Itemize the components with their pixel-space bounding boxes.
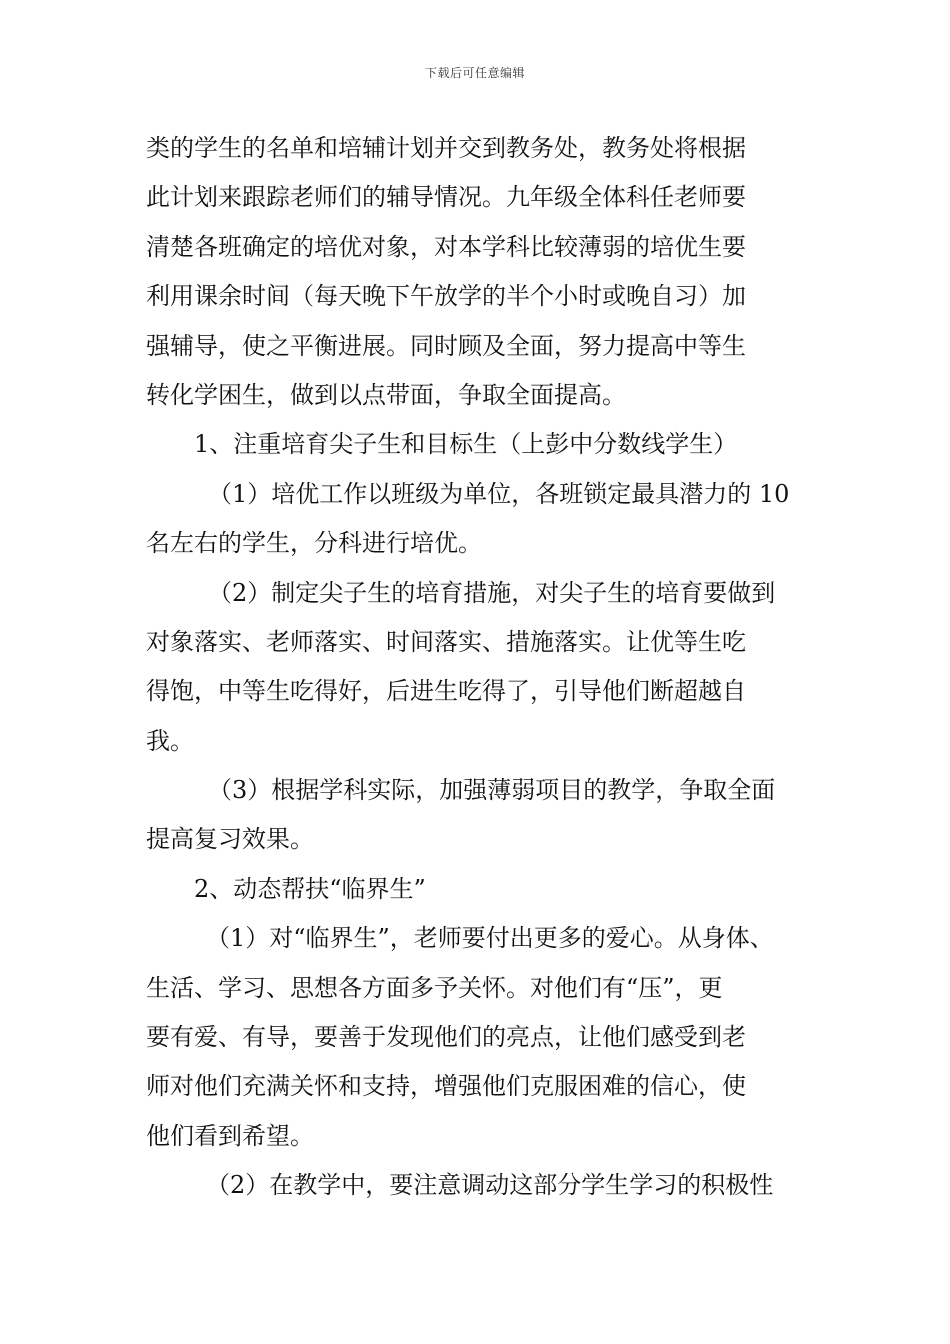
text-line: 利用课余时间（每天晚下午放学的半个小时或晚自习）加	[146, 282, 746, 311]
text-line: （1）对“临界生”，老师要付出更多的爱心。从身体、	[206, 924, 774, 953]
text-line: （2）制定尖子生的培育措施，对尖子生的培育要做到	[208, 578, 776, 607]
text-line: （3）根据学科实际，加强薄弱项目的教学，争取全面	[208, 776, 776, 805]
text-line: 我。	[146, 726, 194, 755]
text-line: （1）培优工作以班级为单位，各班锁定最具潜力的 10	[208, 479, 790, 508]
document-body	[146, 124, 810, 1211]
page-header: 下载后可任意编辑	[424, 66, 525, 80]
text-line: 生活、学习、思想各方面多予关怀。对他们有“压”，更	[146, 973, 723, 1002]
text-line: 他们看到希望。	[146, 1121, 314, 1150]
text-line: 名左右的学生，分科进行培优。	[146, 529, 482, 558]
text-line: 强辅导，使之平衡进展。同时顾及全面，努力提高中等生	[146, 331, 746, 360]
text-line: 师对他们充满关怀和支持，增强他们克服困难的信心，使	[146, 1072, 746, 1101]
section-heading-2: 2、动态帮扶“临界生”	[194, 874, 426, 903]
text-line: 清楚各班确定的培优对象，对本学科比较薄弱的培优生要	[146, 232, 746, 261]
text-line: 要有爱、有导，要善于发现他们的亮点，让他们感受到老	[146, 1023, 746, 1052]
text-line: （2）在教学中，要注意调动这部分学生学习的积极性	[206, 1171, 774, 1200]
section-heading-1: 1、注重培育尖子生和目标生（上彭中分数线学生）	[194, 430, 738, 459]
text-line: 提高复习效果。	[146, 825, 314, 854]
text-line: 得饱，中等生吃得好，后进生吃得了，引导他们断超越自	[146, 677, 746, 706]
text-line: 此计划来跟踪老师们的辅导情况。九年级全体科任老师要	[146, 183, 746, 212]
text-line: 转化学困生，做到以点带面，争取全面提高。	[146, 380, 626, 409]
text-line: 类的学生的名单和培辅计划并交到教务处，教务处将根据	[146, 134, 746, 162]
text-line: 对象落实、老师落实、时间落实、措施落实。让优等生吃	[146, 627, 746, 656]
